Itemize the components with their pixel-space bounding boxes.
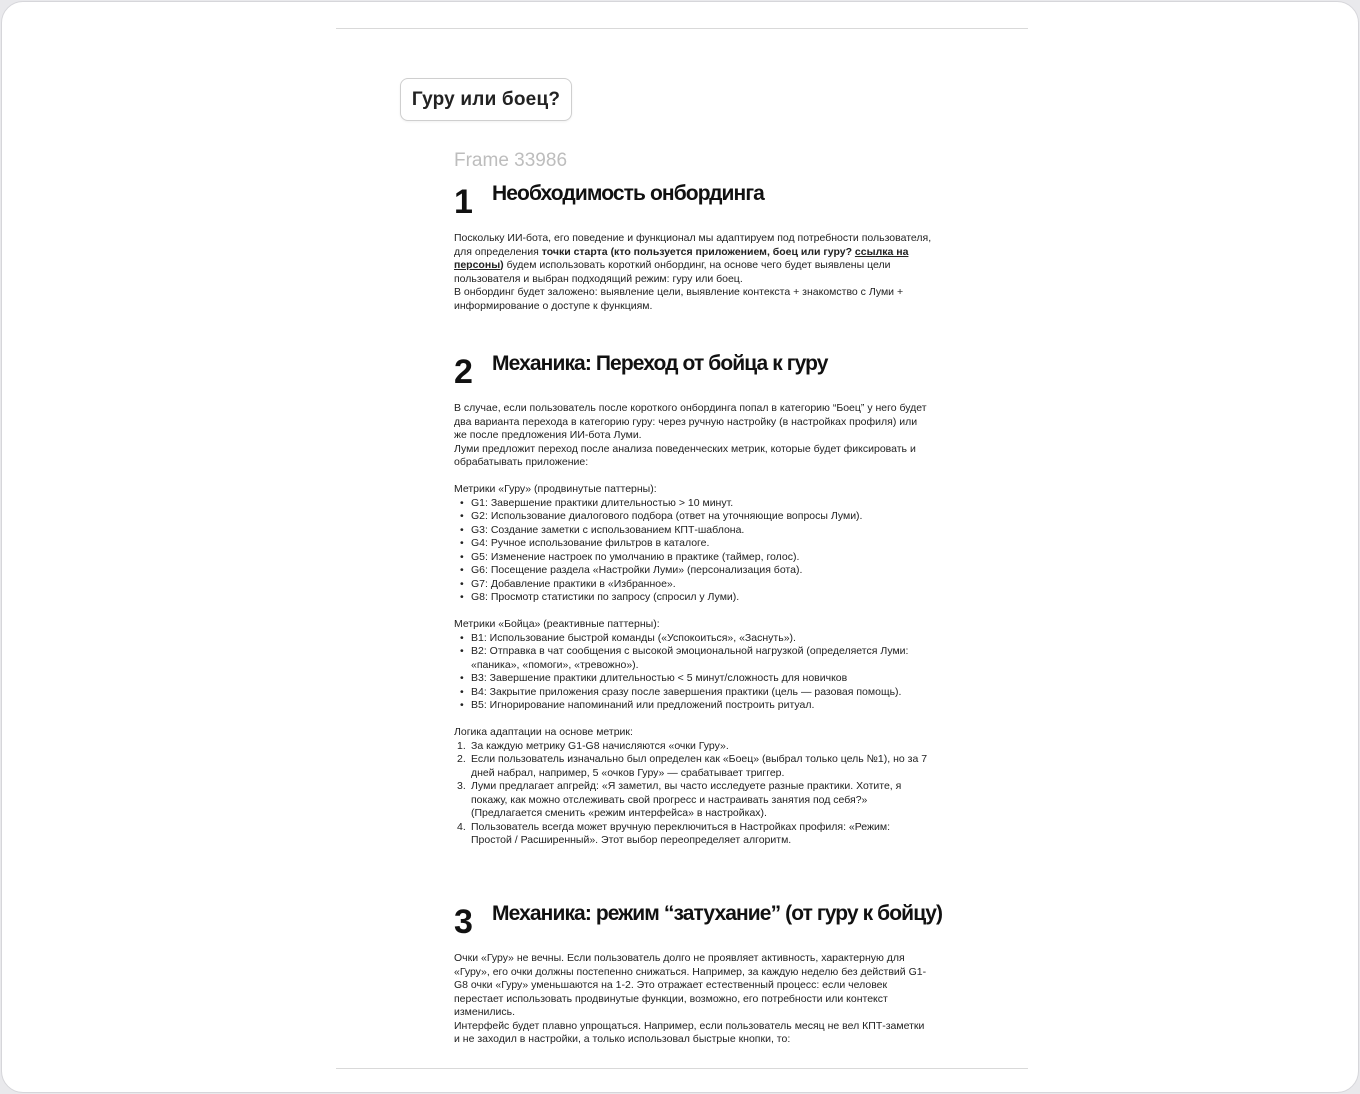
- fighter-metrics-heading: Метрики «Бойца» (реактивные паттерны):: [454, 618, 660, 630]
- paragraph: Очки «Гуру» не вечны. Если пользователь долго не проявляет активность, характерную для «Гуру», его очки должны постепенно снижаться. Например, за каждую неделю без действий G1-G8 очки «Гуру» уменьшаются на 1-2. Это отражает естественный процесс: если человек перестает использовать продвинутые функции, возможно, его потребности или контекст изменились.: [454, 952, 927, 1018]
- paragraph: В онбординг будет заложено: выявление цели, выявление контекста + знакомство с Луми + информирование о доступе к функциям.: [454, 286, 904, 312]
- section-title: Механика: Переход от бойца к гуру: [492, 352, 828, 375]
- guru-metrics-list: [454, 497, 932, 605]
- section-number: 3: [454, 903, 473, 941]
- list-item: • G8: Просмотр статистики по запросу (спросил у Луми).: [454, 591, 932, 605]
- list-item: • B5: Игнорирование напоминаний или предложений построить ритуал.: [454, 699, 932, 713]
- list-item: • B3: Завершение практики длительностью < 5 минут/сложность для новичков: [454, 672, 932, 686]
- section-2: [454, 352, 954, 848]
- section-body: [454, 402, 932, 848]
- logic-list: [454, 740, 932, 848]
- guru-metrics-heading: Метрики «Гуру» (продвинутые паттерны):: [454, 483, 657, 495]
- list-item: • G4: Ручное использование фильтров в каталоге.: [454, 537, 932, 551]
- list-item: • B4: Закрытие приложения сразу после завершения практики (цель — разовая помощь).: [454, 686, 932, 700]
- paragraph: Поскольку ИИ-бота, его поведение и функционал мы адаптируем под потребности пользователя, для определения точки старта (кто пользуется приложением, боец или гуру? ссылка на персоны) будем использовать короткий онбординг, на основе чего будет выявлены цели пользователя и выбран подходящий режим: гуру или боец.: [454, 232, 932, 285]
- list-item: • G7: Добавление практики в «Избранное».: [454, 578, 932, 592]
- section-tag[interactable]: Гуру или боец?: [400, 78, 572, 121]
- paragraph: Интерфейс будет плавно упрощаться. Например, если пользователь месяц не вел КПТ-заметки и не заходил в настройки, а только использовал быстрые кнопки, то:: [454, 1019, 925, 1045]
- section-body: [454, 952, 932, 1047]
- paragraph: Луми предложит переход после анализа поведенческих метрик, которые будет фиксировать и обрабатывать приложение:: [454, 442, 916, 468]
- list-item: • G3: Создание заметки с использованием КПТ-шаблона.: [454, 524, 932, 538]
- section-title: Необходимость онбординга: [492, 182, 764, 205]
- list-item: • G5: Изменение настроек по умолчанию в практике (таймер, голос).: [454, 551, 932, 565]
- list-item: • B2: Отправка в чат сообщения с высокой эмоциональной нагрузкой (определяется Луми: «паника», «помоги», «тревожно»).: [454, 645, 932, 672]
- fighter-metrics-list: [454, 632, 932, 713]
- list-item: 4. Пользователь всегда может вручную переключиться в Настройках профиля: «Режим: Простой / Расширенный». Этот выбор переопределяет алгоритм.: [457, 820, 891, 846]
- list-item: 2. Если пользователь изначально был определен как «Боец» (выбрал только цель №1), но за 7 дней набрал, например, 5 «очков Гуру» — срабатывает триггер.: [457, 753, 928, 779]
- logic-heading: Логика адаптации на основе метрик:: [454, 726, 633, 738]
- list-item: 1. За каждую метрику G1-G8 начисляются «очки Гуру».: [457, 739, 729, 752]
- section-header: [454, 352, 954, 392]
- personas-link[interactable]: ссылка на персоны: [454, 245, 909, 271]
- list-item: • G2: Использование диалогового подбора (ответ на уточняющие вопросы Луми).: [454, 510, 932, 524]
- canvas-window: [1, 1, 1359, 1093]
- section-number: 1: [454, 183, 473, 221]
- list-item: • G1: Завершение практики длительностью > 10 минут.: [454, 497, 932, 511]
- list-item: • G6: Посещение раздела «Настройки Луми» (персонализация бота).: [454, 564, 932, 578]
- top-divider: [336, 28, 1028, 29]
- section-title: Механика: режим “затухание” (от гуру к бойцу): [492, 902, 943, 925]
- paragraph: В случае, если пользователь после короткого онбординга попал в категорию “Боец” у него будет два варианта перехода в категорию гуру: через ручную настройку (в настройках профиля) или же после предложения ИИ-бота Луми.: [454, 402, 927, 441]
- section-header: [454, 902, 954, 942]
- frame-label[interactable]: Frame 33986: [454, 150, 568, 171]
- section-1: [454, 182, 954, 313]
- section-body: [454, 232, 932, 313]
- bottom-divider: [336, 1068, 1028, 1069]
- list-item: • B1: Использование быстрой команды («Успокоиться», «Заснуть»).: [454, 632, 932, 646]
- section-3: [454, 902, 954, 1047]
- section-header: [454, 182, 954, 222]
- section-number: 2: [454, 353, 473, 391]
- list-item: 3. Луми предлагает апгрейд: «Я заметил, вы часто исследуете разные практики. Хотите, я покажу, как можно отслеживать свой прогресс и настраивать занятия под себя?» (Предлагается сменить «режим интерфейса» в настройках).: [457, 780, 902, 819]
